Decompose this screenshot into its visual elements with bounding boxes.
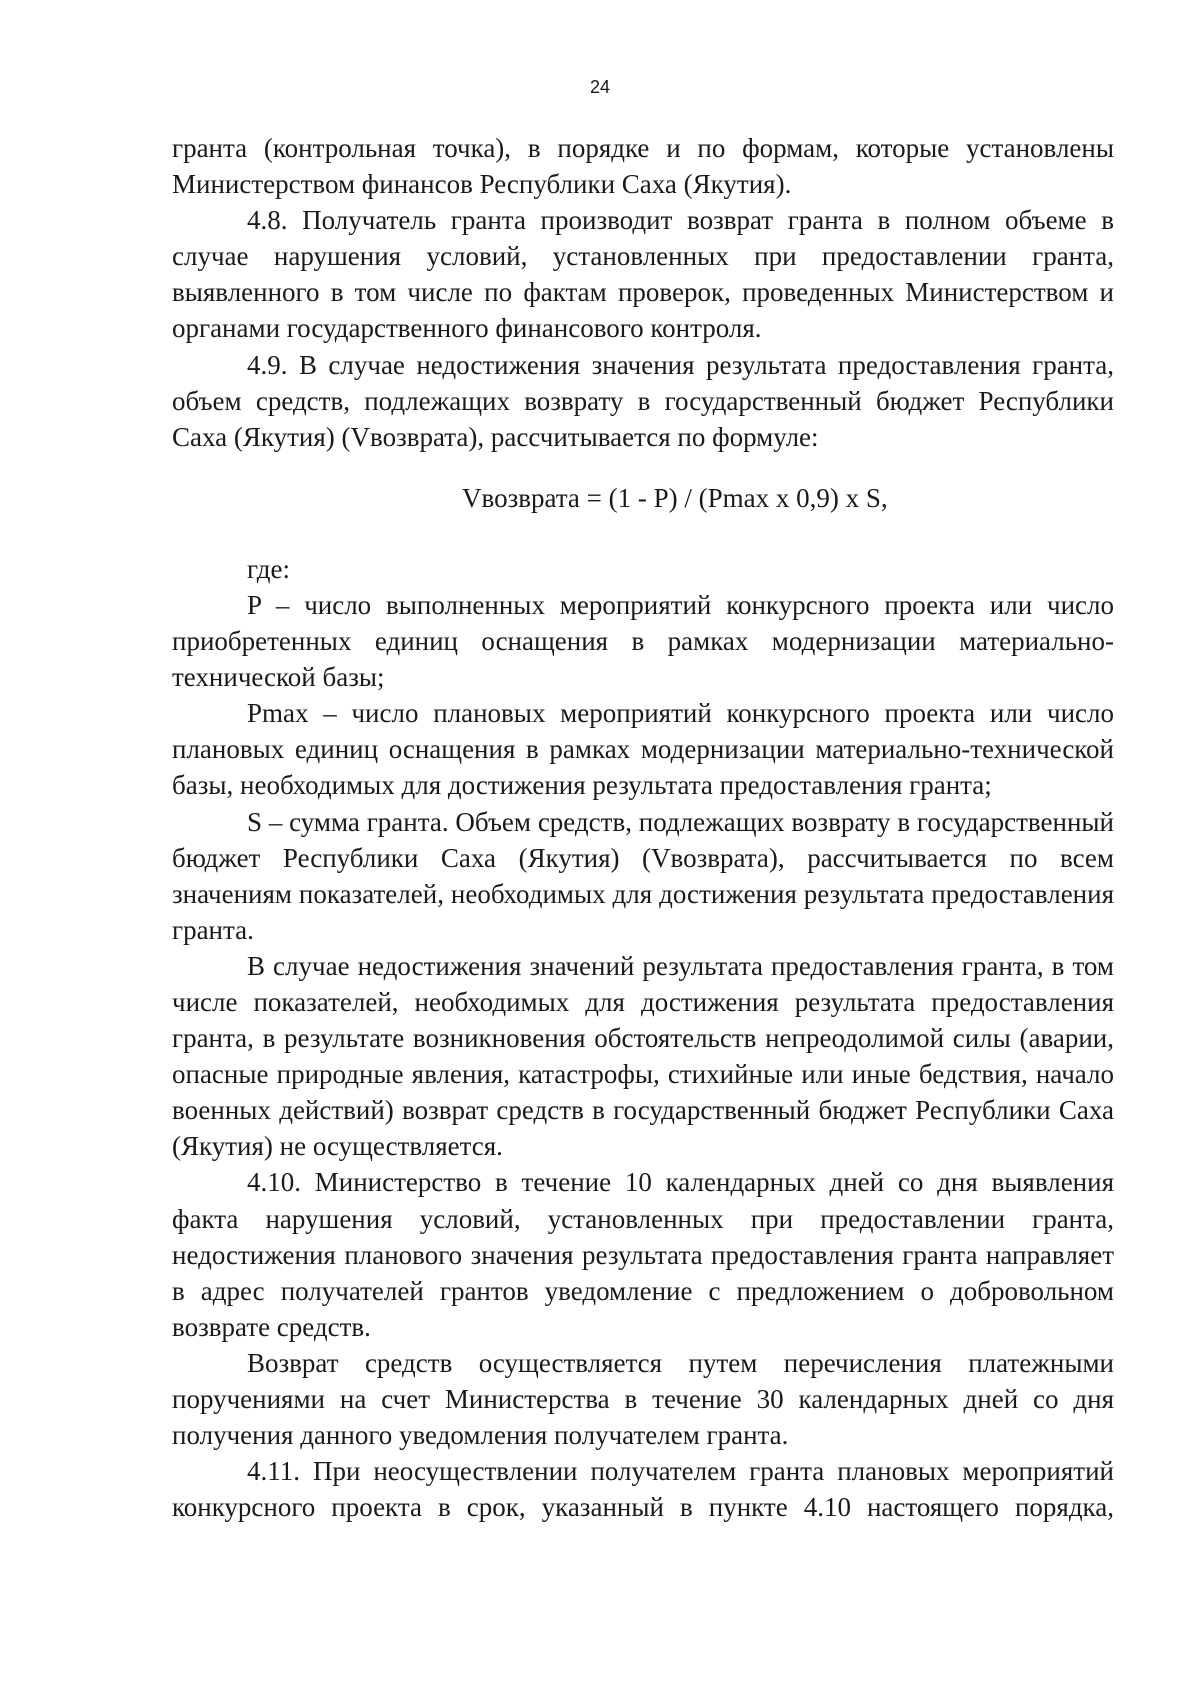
- definition-p: P – число выполненных мероприятий конкурсного проекта или число приобретенных единиц оснащения в рамках модернизации материально-технической базы;: [172, 589, 1114, 693]
- paragraph-refund-procedure: Возврат средств осуществляется путем перечисления платежными поручениями на счет Министерства в течение 30 календарных дней со дня получения данного уведомления получателем гранта.: [172, 1347, 1114, 1451]
- paragraph-4-11: 4.11. При неосуществлении получателем гранта плановых мероприятий конкурсного проекта в срок, указанный в пункте 4.10 настоящего порядка,: [172, 1456, 1114, 1523]
- definition-pmax: Pmax – число плановых мероприятий конкурсного проекта или число плановых единиц оснащения в рамках модернизации материально-технической базы, необходимых для достижения результата предоставления гранта;: [172, 698, 1114, 801]
- formula-where-label: где:: [247, 553, 290, 584]
- paragraph-4-9: 4.9. В случае недостижения значения результата предоставления гранта, объем средств, подлежащих возврату в государственный бюджет Республики Саха (Якутия) (Vвозврата), рассчитывается по формуле:: [172, 349, 1114, 452]
- document-body: [172, 130, 1114, 1525]
- paragraph-4-10: 4.10. Министерство в течение 10 календарных дней со дня выявления факта нарушения условий, установленных при предоставлении гранта, недостижения планового значения результата предоставления гранта направляет в адрес получателей грантов уведомление с предложением о добровольном возврате средств.: [172, 1167, 1114, 1342]
- formula-v-vozvrata: Vвозврата = (1 - P) / (Pmax x 0,9) x S,: [462, 482, 888, 513]
- definition-s: S – сумма гранта. Объем средств, подлежащих возврату в государственный бюджет Республики Саха (Якутия) (Vвозврата), рассчитывается по всем значениям показателей, необходимых для достижения результата предоставления гранта.: [172, 806, 1114, 945]
- paragraph-4-8: 4.8. Получатель гранта производит возврат гранта в полном объеме в случае нарушения условий, установленных при предоставлении гранта, выявленного в том числе по фактам проверок, проведенных Министерством и органами государственного финансового контроля.: [172, 205, 1114, 344]
- paragraph-force-majeure: В случае недостижения значений результата предоставления гранта, в том числе показателей, необходимых для достижения результата предоставления гранта, в результате возникновения обстоятельств непреодолимой силы (аварии, опасные природные явления, катастрофы, стихийные или иные бедствия, начало военных действий) возврат средств в государственный бюджет Республики Саха (Якутия) не осуществляется.: [172, 950, 1114, 1162]
- page-number: 24: [589, 77, 611, 97]
- paragraph-continuation: гранта (контрольная точка), в порядке и по формам, которые установлены Министерством финансов Республики Саха (Якутия).: [172, 133, 1114, 200]
